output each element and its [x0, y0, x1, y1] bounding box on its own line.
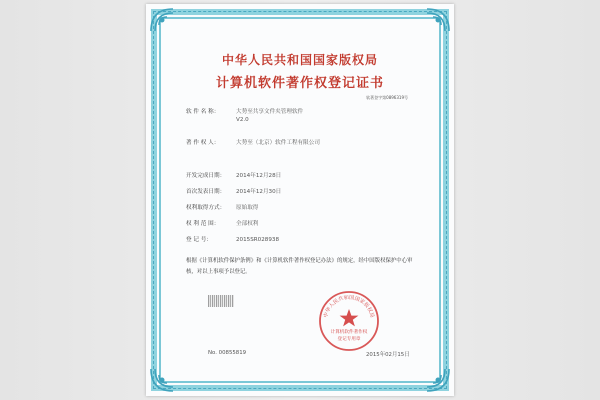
- copyright-owner-row: [186, 138, 320, 146]
- issue-date: 2015年02月15日: [366, 352, 410, 358]
- dev-complete-value: 2014年12月28日: [236, 173, 282, 179]
- software-name-label: 软 件 名 称：: [186, 109, 220, 115]
- certificate-title: 计算机软件著作权登记证书: [215, 76, 384, 91]
- software-name-row: [186, 107, 303, 115]
- scope-label: 权 利 范 围：: [186, 221, 220, 227]
- software-name-value: 大势至共享文件夹管理软件: [236, 109, 304, 115]
- copyright-owner-value: 大势至（北京）软件工程有限公司: [236, 140, 320, 146]
- acquisition-value: 原始取得: [236, 205, 259, 211]
- registration-number-label: 登 记 号：: [186, 237, 212, 243]
- barcode-stamp: [208, 295, 234, 307]
- registration-statement: 根据《计算机软件保护条例》和《计算机软件著作权登记办法》的规定，经中国版权保护中心审核，对以上事项予以登记。: [186, 258, 413, 275]
- dev-complete-label: 开发完成日期：: [186, 173, 226, 179]
- first-publish-row: [186, 187, 281, 195]
- corner-ornament-icon: [425, 367, 451, 393]
- corner-ornament-icon: [149, 367, 175, 393]
- corner-ornament-icon: [149, 7, 175, 33]
- official-seal-icon: [318, 290, 380, 352]
- issuing-authority: 中华人民共和国国家版权局: [221, 53, 378, 67]
- registration-number-row: [186, 235, 279, 243]
- certificate-serial-number: No. 00855819: [208, 350, 247, 356]
- scope-value: 全部权利: [236, 221, 259, 227]
- svg-text:中华人民共和国国家版权局: 中华人民共和国国家版权局: [323, 294, 375, 319]
- copyright-owner-label: 著 作 权 人：: [186, 140, 220, 146]
- acquisition-row: [186, 203, 258, 211]
- certificate-registration-number: 软著登字第0896319号: [366, 95, 408, 100]
- software-version: V2.0: [236, 117, 249, 123]
- acquisition-label: 权利取得方式：: [186, 205, 226, 211]
- corner-ornament-icon: [425, 7, 451, 33]
- first-publish-label: 首次发表日期：: [186, 189, 226, 195]
- seal-inner-line-1: 计算机软件著作权: [330, 330, 368, 335]
- first-publish-value: 2014年12月30日: [236, 189, 282, 195]
- dev-complete-row: [186, 171, 281, 179]
- registration-number-value: 2015SR028938: [236, 237, 280, 243]
- certificate-document: [146, 4, 454, 396]
- seal-inner-line-2: 登记专用章: [337, 337, 361, 342]
- scope-row: [186, 219, 258, 227]
